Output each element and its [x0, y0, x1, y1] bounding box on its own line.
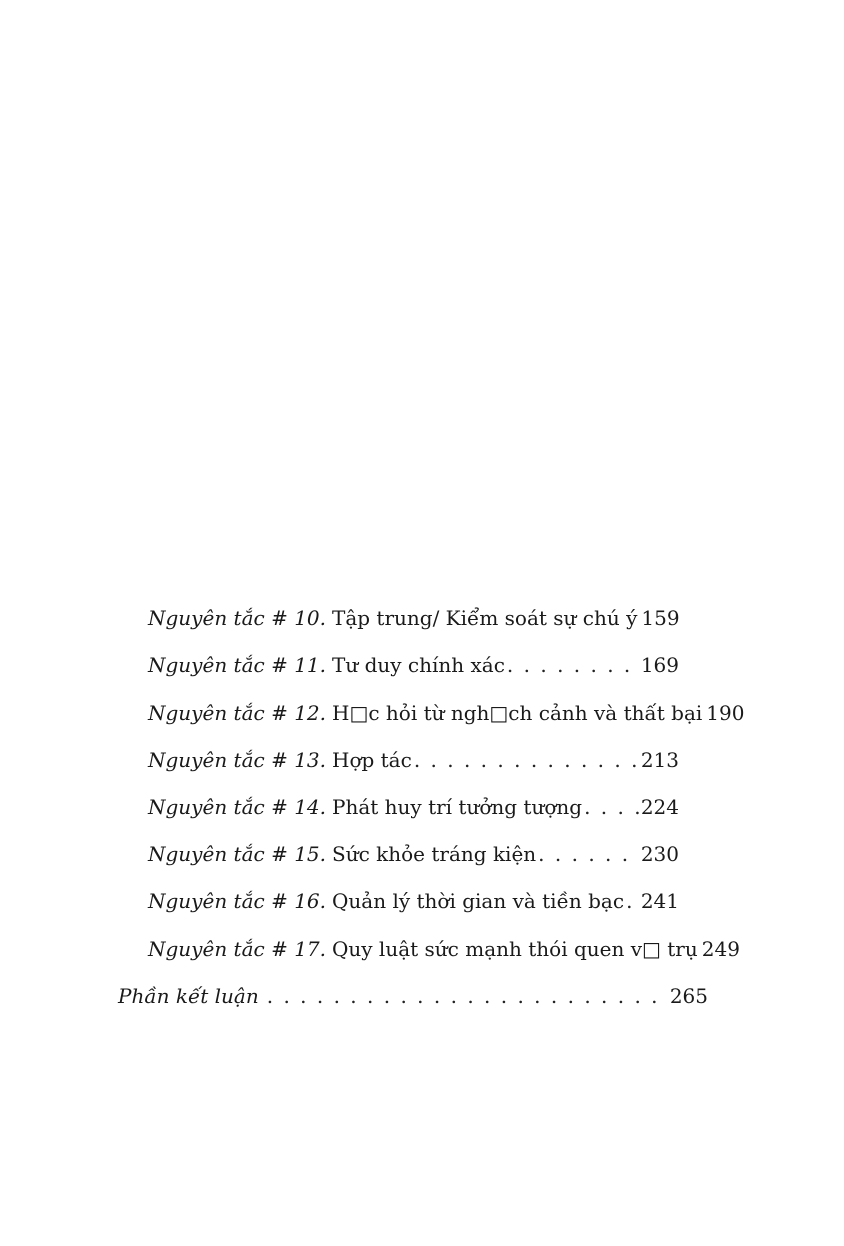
toc-entry[interactable]	[148, 600, 679, 636]
toc-entry-title: Phát huy trí tưởng tượng	[332, 795, 583, 819]
toc-entry[interactable]	[148, 647, 679, 683]
toc-entry-number: Nguyên tắc # 11.	[148, 653, 326, 677]
toc-entry[interactable]	[148, 931, 740, 967]
toc-entry[interactable]	[148, 883, 679, 919]
dot-leader	[538, 836, 639, 872]
toc-entry-number: Nguyên tắc # 14.	[148, 795, 326, 819]
toc-entry-title: Sức khỏe tráng kiện	[332, 842, 537, 866]
toc-entry-title: Quy luật sức mạnh thói quen v□ trụ	[332, 937, 698, 961]
toc-entry-number: Nguyên tắc # 15.	[148, 842, 326, 866]
toc-entry-page: 213	[640, 748, 679, 772]
toc-entry-page: 230	[640, 842, 679, 866]
toc-entry-title: H□c hỏi từ ngh□ch cảnh và thất bại	[332, 701, 703, 725]
toc-conclusion-page: 265	[669, 984, 708, 1008]
toc-entry[interactable]	[148, 742, 679, 778]
toc-entry-number: Nguyên tắc # 17.	[148, 937, 326, 961]
toc-entry-number: Nguyên tắc # 12.	[148, 701, 326, 725]
toc-entry-page: 159	[641, 606, 680, 630]
dot-leader	[414, 742, 639, 778]
dot-leader	[507, 647, 639, 683]
toc-entry-title: Hợp tác	[332, 748, 412, 772]
toc-entry-number: Nguyên tắc # 16.	[148, 889, 326, 913]
toc-entry-number: Nguyên tắc # 10.	[148, 606, 326, 630]
toc-entry-title: Tư duy chính xác	[332, 653, 505, 677]
dot-leader	[626, 883, 639, 919]
toc-conclusion-entry[interactable]	[118, 978, 708, 1014]
toc-entry-title: Quản lý thời gian và tiền bạc	[332, 889, 625, 913]
toc-entry-page: 190	[706, 701, 745, 725]
toc-entry-title: Tập trung/ Kiểm soát sự chú ý	[332, 606, 638, 630]
dot-leader	[584, 789, 639, 825]
toc-entry-page: 241	[640, 889, 679, 913]
toc-entry[interactable]	[148, 789, 679, 825]
toc-entry-number: Nguyên tắc # 13.	[148, 748, 326, 772]
toc-conclusion-title: Phần kết luận	[118, 984, 259, 1008]
toc-entry-page: 249	[701, 937, 740, 961]
toc-entry-page: 169	[640, 653, 679, 677]
toc-entry[interactable]	[148, 695, 745, 731]
toc-entry[interactable]	[148, 836, 679, 872]
dot-leader	[267, 978, 668, 1014]
toc-entry-page: 224	[640, 795, 679, 819]
